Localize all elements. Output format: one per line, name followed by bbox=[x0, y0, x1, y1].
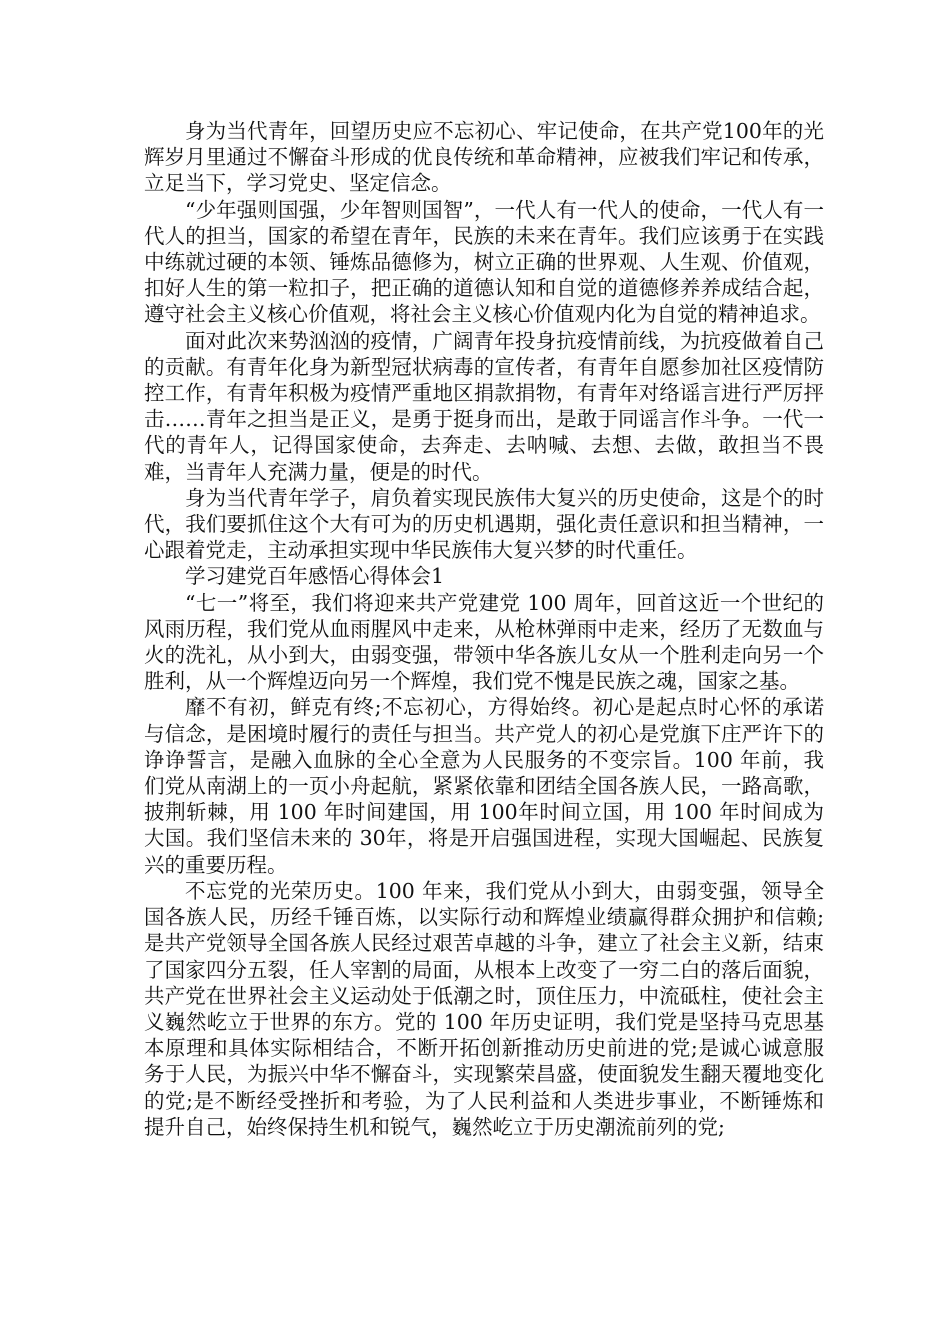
paragraph: “七一”将至，我们将迎来共产党建党 100 周年，回首这近一个世纪的风雨历程，我们党从血雨腥风中走来，从枪林弹雨中走来，经历了无数血与火的洗礼，从小到大，由弱变强，带领中华各族儿女从一个胜利走向另一个胜利，从一个辉煌迈向另一个辉煌，我们党不愧是民族之魂，国家之基。 bbox=[144, 590, 824, 694]
section-heading: 学习建党百年感悟心得体会1 bbox=[185, 564, 445, 589]
document-page bbox=[144, 118, 824, 1140]
paragraph: 不忘党的光荣历史。100 年来，我们党从小到大，由弱变强，领导全国各族人民，历经千锤百炼，以实际行动和辉煌业绩赢得群众拥护和信赖;是共产党领导全国各族人民经过艰苦卓越的斗争，建立了社会主义新，结束了国家四分五裂，任人宰割的局面，从根本上改变了一穷二白的落后面貌，共产党在世界社会主义运动处于低潮之时，顶住压力，中流砥柱，使社会主义巍然屹立于世界的东方。党的 100 年历史证明，我们党是坚持马克思基本原理和具体实际相结合，不断开拓创新推动历史前进的党;是诚心诚意服务于人民，为振兴中华不懈奋斗，实现繁荣昌盛，使面貌发生翻天覆地变化的党;是不断经受挫折和考验，为了人民利益和人类进步事业，不断锤炼和提升自己，始终保持生机和锐气，巍然屹立于历史潮流前列的党; bbox=[144, 878, 824, 1139]
paragraph: 靡不有初，鲜克有终;不忘初心，方得始终。初心是起点时心怀的承诺与信念，是困境时履行的责任与担当。共产党人的初心是党旗下庄严许下的诤诤誓言，是融入血脉的全心全意为人民服务的不变宗旨。100 年前，我们党从南湖上的一页小舟起航，紧紧依靠和团结全国各族人民，一路高歌，披荆斩棘，用 100 年时间建国，用 100年时间立国，用 100 年时间成为大国。我们坚信未来的 30年，将是开启强国进程，实现大国崛起、民族复兴的重要历程。 bbox=[144, 695, 824, 877]
paragraph: 身为当代青年，回望历史应不忘初心、牢记使命，在共产党100年的光辉岁月里通过不懈奋斗形成的优良传统和革命精神，应被我们牢记和传承，立足当下，学习党史、坚定信念。 bbox=[144, 119, 824, 196]
paragraph: “少年强则国强，少年智则国智”，一代人有一代人的使命，一代人有一代人的担当，国家的希望在青年，民族的未来在青年。我们应该勇于在实践中练就过硬的本领、锤炼品德修为，树立正确的世界观、人生观、价值观，扣好人生的第一粒扣子，把正确的道德认知和自觉的道德修养养成结合起，遵守社会主义核心价值观，将社会主义核心价值观内化为自觉的精神追求。 bbox=[144, 197, 824, 327]
paragraph: 身为当代青年学子，肩负着实现民族伟大复兴的历史使命，这是个的时代，我们要抓住这个大有可为的历史机遇期，强化责任意识和担当精神，一心跟着党走，主动承担实现中华民族伟大复兴梦的时代重任。 bbox=[144, 485, 824, 563]
paragraph: 面对此次来势汹汹的疫情，广阔青年投身抗疫情前线，为抗疫做着自己的贡献。有青年化身为新型冠状病毒的宣传者，有青年自愿参加社区疫情防控工作，有青年积极为疫情严重地区捐款捐物，有青年对络谣言进行严厉抨击……青年之担当是正义，是勇于挺身而出，是敢于同谣言作斗争。一代一代的青年人，记得国家使命，去奔走、去呐喊、去想、去做，敢担当不畏难，当青年人充满力量，便是的时代。 bbox=[144, 328, 824, 484]
